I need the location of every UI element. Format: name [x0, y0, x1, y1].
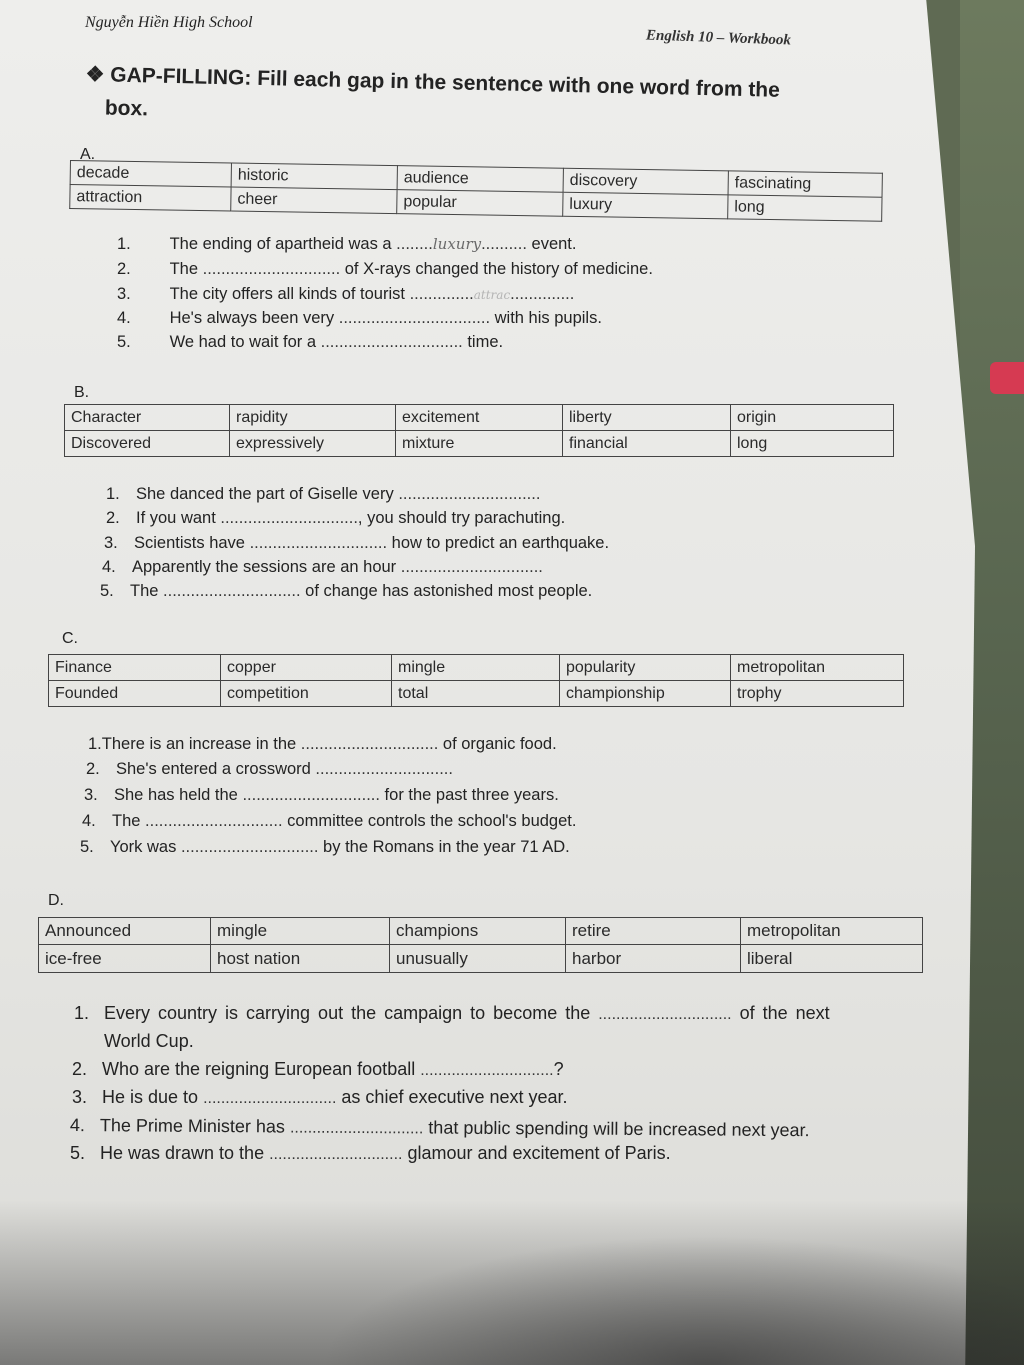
hand-shadow	[320, 1235, 1024, 1365]
sentence-d-4: 4. The Prime Minister has .............................. that public spending will be increased next year.	[69, 1115, 810, 1141]
sentence-c-2: 2. She's entered a crossword ..............................	[86, 760, 453, 778]
instruction-line-2: box.	[104, 96, 149, 121]
word-cell: metropolitan	[741, 918, 923, 945]
faint-pencil-answer: attrac	[473, 288, 511, 302]
sentence-d-3: 3. He is due to .............................. as chief executive next year.	[72, 1087, 568, 1107]
sentence-a-4: 4. He's always been very ................................. with his pupils.	[117, 309, 602, 327]
word-cell: long	[731, 431, 894, 457]
instruction-line-1: GAP-FILLING: Fill each gap in the sentence with one word from the	[110, 63, 781, 102]
word-cell: liberty	[563, 405, 731, 431]
word-cell: Finance	[49, 655, 221, 681]
word-cell: ice-free	[39, 945, 211, 973]
section-c-label: C.	[62, 630, 78, 647]
word-cell: Discovered	[65, 431, 230, 457]
word-cell: long	[728, 195, 882, 221]
workbook-title: English 10 – Workbook	[645, 27, 792, 49]
word-box-d	[38, 917, 923, 973]
word-cell: origin	[731, 405, 894, 431]
word-cell: mingle	[392, 655, 560, 681]
word-box-b	[64, 404, 894, 457]
sentence-b-1: 1. She danced the part of Giselle very ...............................	[106, 485, 541, 503]
sentence-b-5: 5. The .............................. of change has astonished most people.	[100, 582, 593, 600]
word-cell: cheer	[231, 187, 397, 214]
handwritten-answer: luxury	[432, 235, 482, 253]
word-cell: competition	[221, 681, 392, 707]
word-cell: expressively	[230, 431, 396, 457]
section-a-label: A.	[80, 146, 96, 163]
sentence-a-2: 2. The .............................. of X-rays changed the history of medicine.	[117, 260, 653, 278]
word-cell: liberal	[741, 945, 923, 973]
word-cell: copper	[221, 655, 392, 681]
word-cell: excitement	[396, 405, 563, 431]
word-cell: audience	[397, 166, 563, 193]
sentence-a-1: 1. The ending of apartheid was a ........luxury.......... event.	[117, 235, 577, 253]
word-cell: harbor	[566, 945, 741, 973]
word-box-c	[48, 654, 904, 707]
word-cell: mingle	[211, 918, 390, 945]
sentence-b-3: 3. Scientists have .............................. how to predict an earthquake.	[104, 534, 610, 552]
diamond-bullet-icon: ❖	[85, 62, 105, 87]
word-cell: decade	[70, 161, 231, 188]
word-cell: popularity	[560, 655, 731, 681]
word-cell: Founded	[49, 681, 221, 707]
word-cell: discovery	[563, 168, 728, 195]
word-cell: host nation	[211, 945, 390, 973]
word-cell: financial	[563, 431, 731, 457]
word-cell: historic	[231, 163, 397, 190]
word-cell: rapidity	[230, 405, 396, 431]
sentence-d-1: 1. Every country is carrying out the campaign to become the .............................. of the next	[74, 1003, 830, 1023]
word-cell: championship	[560, 681, 731, 707]
word-cell: fascinating	[728, 171, 882, 197]
section-d-label: D.	[48, 892, 64, 909]
school-name: Nguyễn Hiền High School	[85, 14, 253, 31]
pink-sticky-tab	[990, 362, 1024, 394]
sentence-d-1-continued: World Cup.	[104, 1031, 194, 1051]
word-cell: mixture	[396, 431, 563, 457]
sentence-b-2: 2. If you want .............................., you should try parachuting.	[106, 509, 566, 527]
sentence-d-2: 2. Who are the reigning European football ..............................?	[72, 1059, 564, 1079]
word-cell: Character	[65, 405, 230, 431]
word-cell: trophy	[731, 681, 904, 707]
section-b-label: B.	[74, 384, 90, 401]
sentence-b-4: 4. Apparently the sessions are an hour ...............................	[102, 558, 543, 576]
sentence-c-4: 4. The .............................. committee controls the school's budget.	[82, 812, 577, 830]
word-cell: metropolitan	[731, 655, 904, 681]
word-cell: total	[392, 681, 560, 707]
sentence-a-5: 5. We had to wait for a ............................... time.	[117, 333, 504, 351]
sentence-c-1: 1.There is an increase in the .............................. of organic food.	[88, 735, 557, 753]
sentence-c-5: 5. York was .............................. by the Romans in the year 71 AD.	[80, 838, 570, 856]
word-cell: attraction	[70, 185, 231, 212]
sentence-d-5: 5. He was drawn to the .............................. glamour and excitement of Paris.	[70, 1143, 671, 1163]
word-cell: champions	[390, 918, 566, 945]
word-cell: luxury	[563, 192, 728, 219]
sentence-a-3: 3. The city offers all kinds of tourist ..............attrac..............	[117, 285, 575, 303]
sentence-c-3: 3. She has held the .............................. for the past three years.	[84, 786, 559, 804]
word-cell: popular	[397, 190, 563, 217]
word-cell: retire	[566, 918, 741, 945]
word-cell: Announced	[39, 918, 211, 945]
word-cell: unusually	[390, 945, 566, 973]
